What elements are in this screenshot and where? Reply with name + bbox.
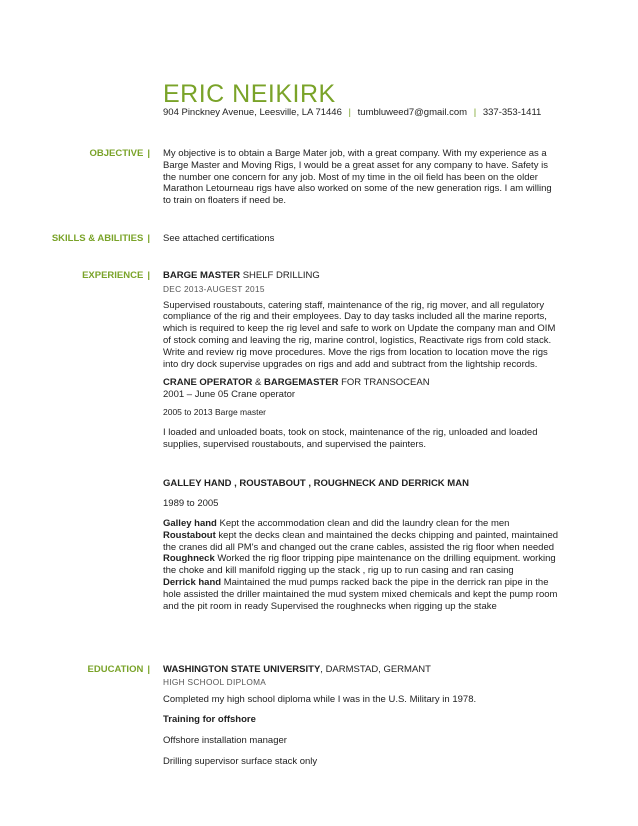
address: 904 Pinckney Avenue, Leesville, LA 71446 [163,107,342,118]
job3-dates: 1989 to 2005 [163,498,219,510]
skills-heading [0,233,150,244]
derrick-text: Maintained the mud pumps racked back the pipe in the derrick ran pipe in the hole assisted the driller maintained the mud system mixed chemicals and kept the pump room and the pit room in ready Supervised the roughnecks when rigging up the stake [163,576,558,612]
job2-amp: & [255,377,262,389]
job2-heading [163,377,558,389]
school-location: , DARMSTAD, GERMANT [320,664,431,675]
job2-title2: BARGEMASTER [264,377,339,389]
section-bar: | [147,233,150,244]
job2-title1: CRANE OPERATOR [163,377,253,389]
roughneck-text: Worked the rig floor tripping pipe maintenance on the drilling equipment. working the choke and kill manifold rigging up the stack , rig up to run casing and ran casing [163,553,556,577]
education-description: Completed my high school diploma while I was in the U.S. Military in 1978. [163,693,477,705]
school-line [163,664,558,676]
roustabout-label: Roustabout [163,529,216,541]
galley-text: Kept the accommodation clean and did the laundry clean for the men [216,517,510,529]
job2-company: FOR TRANSOCEAN [341,377,430,389]
galley-label: Galley hand [163,517,217,529]
resume-name: ERIC NEIKIRK [163,80,336,108]
job1-title: BARGE MASTER [163,270,241,281]
section-bar: | [147,270,150,281]
galley-hand-entry [163,518,558,530]
roustabout-text: kept the decks clean and maintained the decks chipping and painted, maintained the cranes did all PM's and changed out the crane cables, assisted the rig floor when needed [163,529,559,553]
education-heading [0,664,150,675]
job2-line1: 2001 – June 05 Crane operator [163,389,296,401]
roustabout-entry [163,530,558,554]
section-bar: | [147,148,150,159]
roughneck-entry [163,553,558,577]
contact-line [163,107,541,118]
job1-description: Supervised roustabouts, catering staff, maintenance of the rig, rig mover, and all regulatory compliance of the rig and their employees. Day to day tasks included all the marine reports, which is required to keep the rig level and safe to work on Update the company man and OIM of stock coming and leaving the rig, marine control, logistics, Reactivate rigs from cold stack. Write and review rig move procedures. Move the rigs from location to location move the rigs into dry dock supervise upgrades on rigs and add and subtract from the lightship records. [163,299,556,370]
email[interactable]: tumbluweed7@gmail.com [357,107,468,118]
job1-dates: DEC 2013-AUGEST 2015 [163,283,265,294]
job2-description: I loaded and unloaded boats, took on stock, maintenance of the rig, unloaded and loaded supplies, supervised roustabouts, and supervised the painters. [163,426,538,450]
degree: HIGH SCHOOL DIPLOMA [163,676,267,687]
objective-text: My objective is to obtain a Barge Mater job, with a great company. With my experience as a Barge Master and Moving Rigs, I would be a great asset for any company to have. Safety is the number one concern for any job. Most of my time in the oil field has been on the older Marathon Letourneau rigs have also worked on some of the new generation rigs. I am willing to train on floaters if need be. [163,148,552,207]
job1-company: SHELF DRILLING [242,270,320,281]
job3-title: GALLEY HAND , ROUSTABOUT , ROUGHNECK AND DERRICK MAN [163,478,469,490]
objective-section [163,148,558,207]
training-item: Drilling supervisor surface stack only [163,755,318,767]
section-bar: | [147,664,150,675]
skills-label: SKILLS & ABILITIES [51,233,144,244]
phone: 337-353-1411 [482,107,542,118]
experience-label: EXPERIENCE [82,270,144,281]
roughneck-label: Roughneck [163,553,215,565]
training-item: Offshore installation manager [163,735,287,747]
skills-section [163,233,558,245]
skills-text: See attached certifications [163,233,275,244]
job1-heading [163,270,558,282]
objective-label: OBJECTIVE [89,148,144,159]
contact-separator: | [348,107,351,118]
objective-heading [0,148,150,159]
education-section [163,664,558,768]
experience-heading [0,270,150,281]
school-name: WASHINGTON STATE UNIVERSITY [163,664,321,675]
education-label: EDUCATION [87,664,144,675]
derrick-label: Derrick hand [163,576,222,588]
contact-separator: | [473,107,477,118]
training-title: Training for offshore [163,714,256,726]
job2-line2: 2005 to 2013 Barge master [163,406,267,417]
experience-section [163,270,558,612]
derrick-entry [163,577,558,612]
